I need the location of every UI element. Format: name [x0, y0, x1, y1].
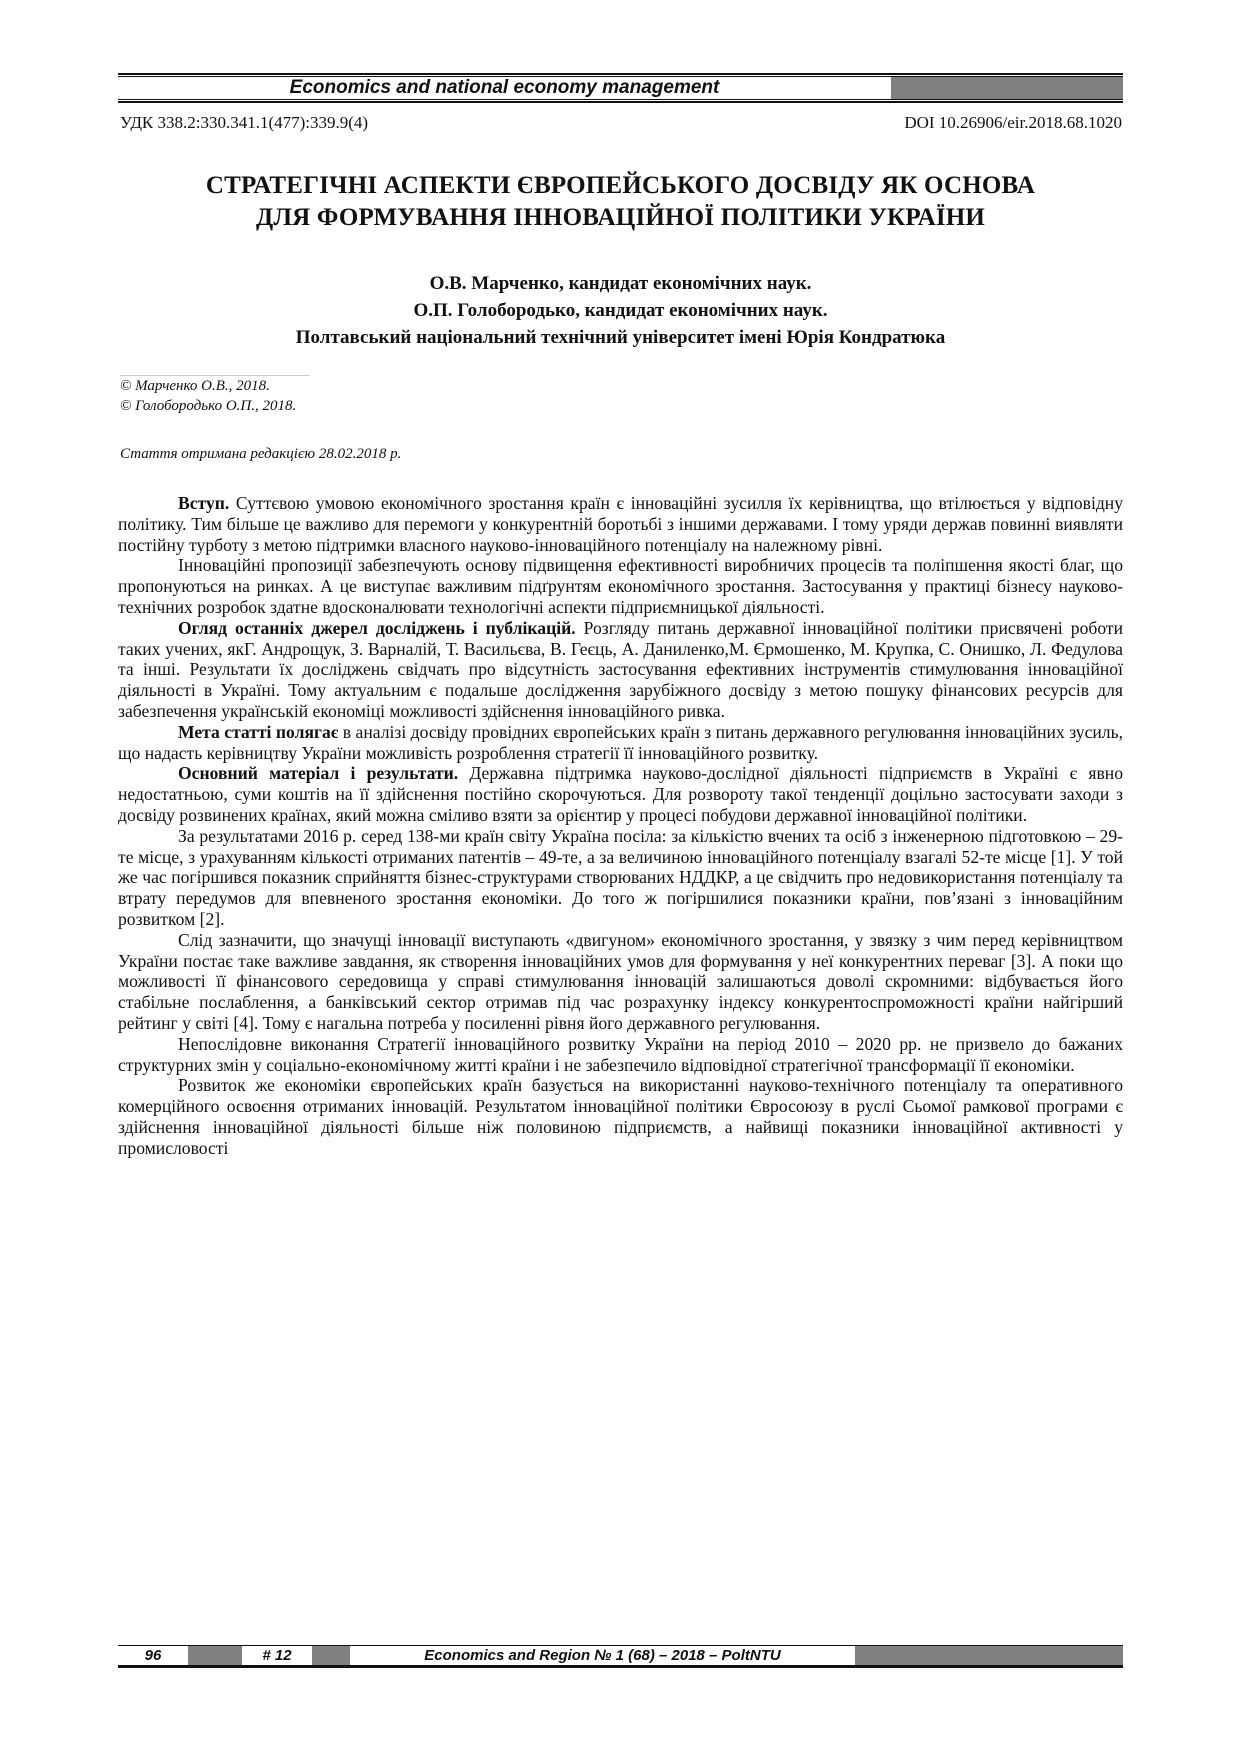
title-line-2: ДЛЯ ФОРМУВАННЯ ІННОВАЦІЙНОЇ ПОЛІТИКИ УКРАЇНИ: [255, 204, 986, 231]
header-gray-block: [891, 77, 1123, 99]
paragraph-results: [118, 763, 1123, 825]
received-date: Стаття отримана редакцією 28.02.2018 р.: [120, 446, 402, 462]
paragraph-text: Розвиток же економіки європейських країн базується на використанні науково-технічного потенціалу та оперативного комерційного освоєння отриманих інновацій. Результатом інноваційної політики Євросоюзу в руслі Сьомої рамкової програми є здійснення інноваційної діяльності більше ніж половиною підприємств, а найвищі показники інноваційної активності у промисловості: [118, 1075, 1123, 1158]
paragraph-text: Державна підтримка науково-дослідної діяльності підприємств в Україні є явно недостатньою, суми коштів на її здійснення постійно скорочуються. Для розвороту такої тенденції доцільно застосувати заходи з досвіду розвинених країнах, який можна сміливо взяти за орієнтир у процесі побудови державної інноваційної політики.: [118, 763, 1123, 825]
footer-gray-block: [188, 1646, 242, 1665]
footer-gray-block: [312, 1646, 350, 1665]
paragraph-text: За результатами 2016 р. серед 138-ми країн світу Україна посіла: за кількістю вчених та осіб з інженерною підготовкою – 29-те місце, з урахуванням кількості отриманих патентів – 49-те, а за величиною інноваційного потенціалу взагалі 52-те місце [1]. У той же час погіршився показник сприйняття бізнес-структурами створюваних НДДКР, а це свідчить про недовикористання потенціалу та втрату передумов для впевненого зростання економіки. До того ж погіршилися показники країни, пов’язані з інноваційним розвитком [2].: [118, 825, 1123, 929]
article-body: [118, 493, 1123, 1159]
article-title: [118, 170, 1123, 234]
affiliation: Полтавський національний технічний університет імені Юрія Кондратюка: [295, 327, 946, 348]
doi[interactable]: DOI 10.26906/eir.2018.68.1020: [904, 113, 1122, 132]
authors-block: [118, 270, 1123, 351]
running-header: [118, 73, 1123, 103]
section-title: Economics and national economy management: [289, 77, 720, 98]
journal-name: Economics and Region № 1 (68) – 2018 – PoltNTU: [424, 1647, 781, 1664]
paragraph: [118, 826, 1123, 930]
paragraph-heading: Основний матеріал і результати.: [178, 763, 459, 784]
paragraph-heading: Вступ.: [178, 493, 230, 513]
header-rule-bottom: [118, 99, 1123, 103]
paragraph: [118, 555, 1123, 617]
paragraph-text: Слід зазначити, що значущі інновації виступають «двигуном» економічного зростання, у звязку з чим перед керівництвом України постає таке важливе завдання, як створення інноваційних умов для формування у неї конкурентних переваг [3]. А поки що можливості її фінансового середовища у справі стимулювання інновацій залишаються доволі скромними: відбувається його стабільне послаблення, а банківський сектор отримав під час розрахунку індексу конкурентоспроможності країни найгірший рейтинг у світі [4]. Тому є нагальна потреба у посиленні рівня його державного регулювання.: [118, 929, 1123, 1033]
running-footer: [118, 1646, 1123, 1668]
author-1: О.В. Марченко, кандидат економічних наук.: [429, 273, 812, 294]
paragraph-review: [118, 618, 1123, 722]
paragraph: [118, 1075, 1123, 1158]
footer-rule-bottom: [118, 1665, 1123, 1668]
paragraph-text: Розгляду питань державної інноваційної політики присвячені роботи таких учених, якГ. Андрощук, З. Варналій, Т. Васильєва, В. Геєць, А. Даниленко,М. Єрмошенко, М. Крупка, С. Онишко, Л. Федулова та інші. Результати їх досліджень свідчать про відсутність застосування ефективних інструментів стимулювання інноваційної діяльності в Україні. Тому актуальним є подальше дослідження зарубіжного досвіду з метою пошуку фінансових ресурсів для забезпечення українській економіці можливості здійснення інноваційного ривка.: [118, 617, 1123, 721]
paragraph-heading: Огляд останніх джерел досліджень і публікацій.: [178, 617, 576, 638]
paragraph-text: Суттєвою умовою економічного зростання країн є інноваційні зусилля їх керівництва, що втілюється у відповідну політику. Тим більше це важливо для перемоги у конкурентній боротьбі з іншими державами. І тому уряди держав повинні виявляти постійну турботу з метою підтримки власного науково-інноваційного потенціалу на належному рівні.: [118, 493, 1123, 555]
page-number: 96: [144, 1647, 162, 1664]
copyright-block: [120, 376, 296, 416]
paragraph-heading: Мета статті полягає: [178, 721, 339, 742]
copyright-2: © Голобородько О.П., 2018.: [120, 398, 297, 414]
udc-code: УДК 338.2:330.341.1(477):339.9(4): [120, 113, 369, 132]
paragraph: [118, 1034, 1123, 1076]
paragraph-text: Непослідовне виконання Стратегії інноваційного розвитку України на період 2010 – 2020 рр. не призвело до бажаних структурних змін у соціально-економічному житті країни і не забезпечило відповідної стратегічної трансформації її економіки.: [118, 1033, 1123, 1075]
footer-gray-block: [855, 1646, 1123, 1665]
author-2: О.П. Голобородько, кандидат економічних наук.: [413, 300, 828, 321]
title-line-1: СТРАТЕГІЧНІ АСПЕКТИ ЄВРОПЕЙСЬКОГО ДОСВІДУ ЯК ОСНОВА: [205, 172, 1036, 199]
paragraph: [118, 930, 1123, 1034]
paragraph-intro: [118, 493, 1123, 555]
paragraph-text: Інноваційні пропозиції забезпечують основу підвищення ефективності виробничих процесів та поліпшення якості благ, що пропонуються на ринках. А це виступає важливим підґрунтям економічного зростання. Застосування у практиці бізнесу науково-технічних розробок здатне вдосконалювати технологічні аспекти підприємницької діяльності.: [118, 555, 1123, 617]
paragraph-text: в аналізі досвіду провідних європейських країн з питань державного регулювання інноваційних зусиль, що надасть керівництву України можливість розроблення стратегії її інноваційного розвитку.: [118, 721, 1124, 763]
paragraph-aim: [118, 722, 1123, 764]
issue-number: # 12: [262, 1647, 292, 1664]
copyright-1: © Марченко О.В., 2018.: [120, 378, 270, 394]
